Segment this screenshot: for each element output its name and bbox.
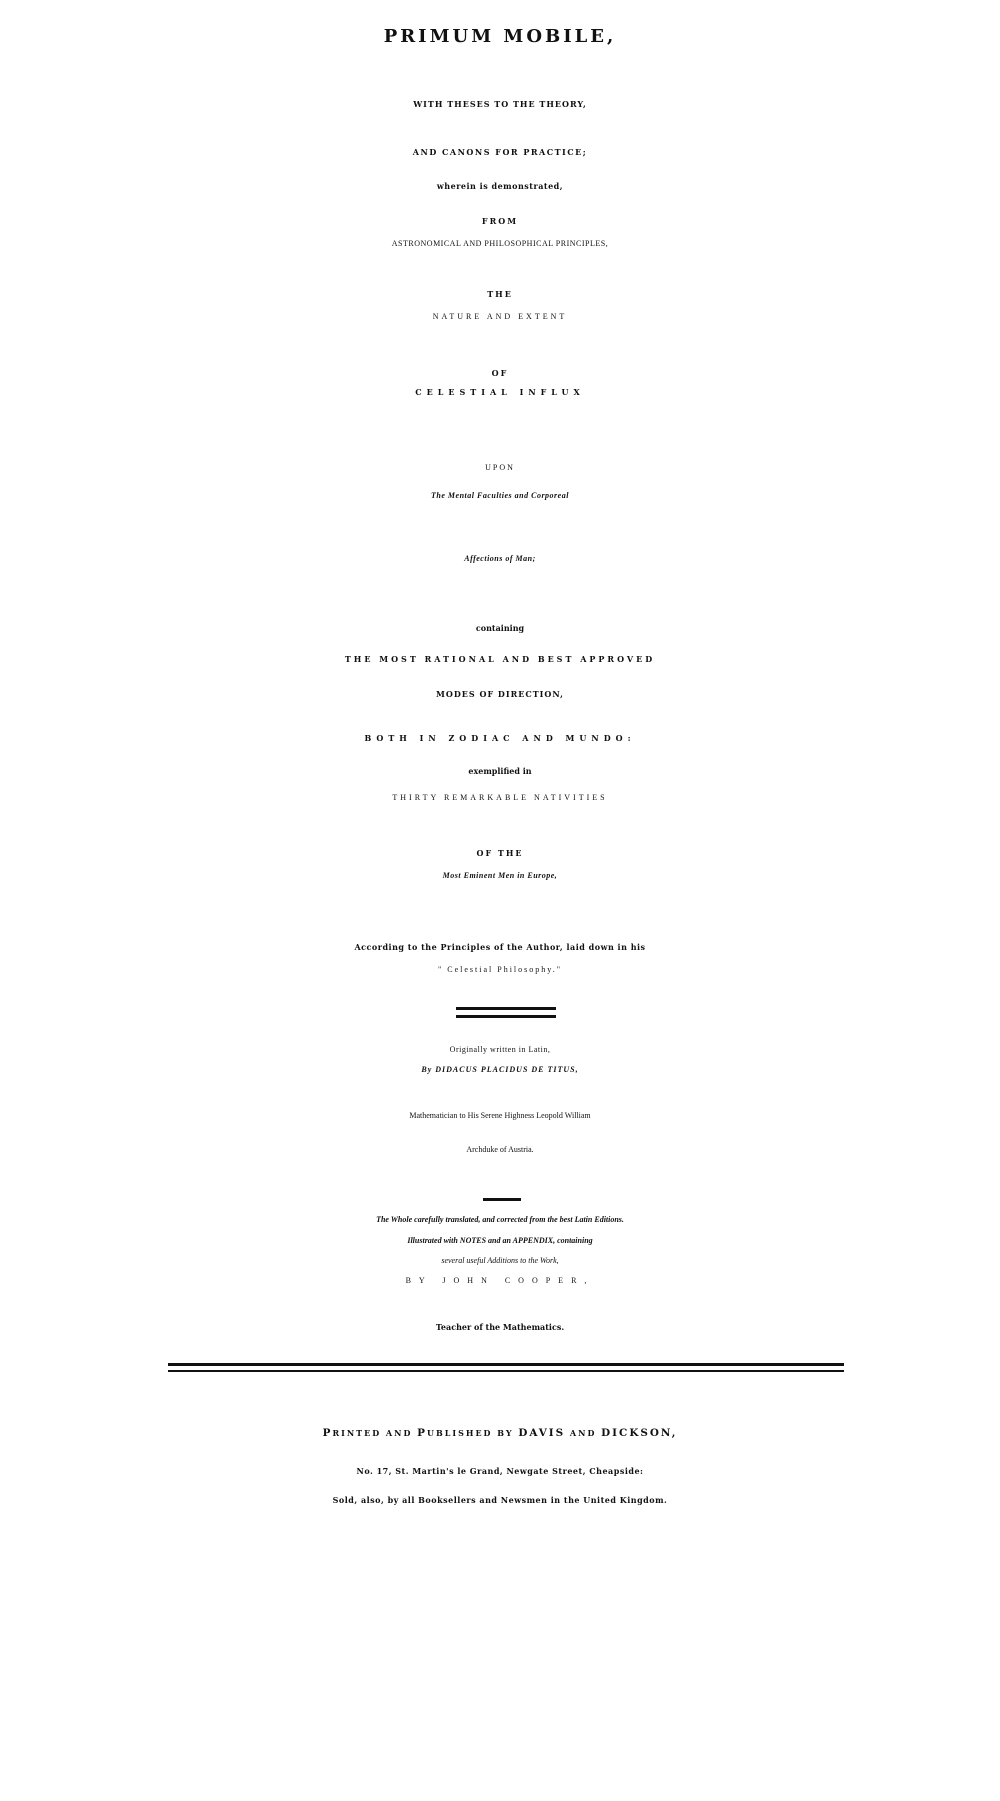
line-principles: ASTRONOMICAL AND PHILOSOPHICAL PRINCIPLES,: [391, 239, 609, 248]
line-celestial-philosophy: " Celestial Philosophy.": [437, 965, 562, 974]
imprint-printed-rest: RINTED AND: [332, 1428, 418, 1438]
line-upon: UPON: [485, 463, 515, 472]
divider-rule-bottom: [168, 1370, 844, 1372]
line-containing: containing: [475, 623, 525, 633]
line-mathematician: Mathematician to His Serene Highness Leopold William: [409, 1111, 591, 1120]
line-celestial-influx: CELESTIAL INFLUX: [415, 387, 585, 397]
line-wherein: wherein is demonstrated,: [436, 181, 564, 191]
line-of: OF: [491, 368, 509, 378]
subtitle-canons: AND CANONS FOR PRACTICE;: [412, 147, 588, 157]
line-additions: several useful Additions to the Work,: [441, 1256, 559, 1265]
line-from: FROM: [481, 216, 519, 226]
line-by-john-cooper: BY JOHN COOPER,: [405, 1276, 595, 1285]
line-most-rational: THE MOST RATIONAL AND BEST APPROVED: [344, 654, 656, 664]
subtitle-theses: WITH THESES TO THE THEORY,: [413, 99, 587, 109]
line-archduke: Archduke of Austria.: [466, 1145, 534, 1154]
line-according: According to the Principles of the Author, laid down in his: [354, 942, 646, 952]
line-by-didacus: By DIDACUS PLACIDUS DE TITUS,: [421, 1065, 579, 1074]
line-of-the: OF THE: [476, 848, 524, 858]
line-nature-extent: NATURE AND EXTENT: [432, 312, 568, 321]
line-illustrated: Illustrated with NOTES and an APPENDIX, containing: [407, 1236, 593, 1245]
imprint-sold: Sold, also, by all Booksellers and Newsmen in the United Kingdom.: [332, 1495, 668, 1505]
line-affections: Affections of Man;: [464, 554, 536, 563]
line-eminent-men: Most Eminent Men in Europe,: [442, 871, 558, 880]
short-rule: [483, 1198, 521, 1201]
divider-rule-top: [168, 1363, 844, 1366]
line-zodiac-mundo: BOTH IN ZODIAC AND MUNDO:: [364, 733, 636, 743]
line-mental-faculties: The Mental Faculties and Corporeal: [431, 491, 569, 500]
ornament-rule-bottom: [456, 1015, 556, 1018]
ornament-rule-top: [456, 1007, 556, 1010]
line-exemplified: exemplified in: [468, 766, 532, 776]
imprint-published-initial: P: [417, 1427, 427, 1439]
imprint-printed-initial: P: [322, 1427, 333, 1439]
imprint-published-rest: UBLISHED BY: [427, 1428, 519, 1438]
line-teacher: Teacher of the Mathematics.: [435, 1322, 565, 1332]
main-title: PRIMUM MOBILE,: [383, 26, 617, 47]
line-whole-translated: The Whole carefully translated, and corrected from the best Latin Editions.: [376, 1215, 624, 1224]
line-the: THE: [487, 289, 513, 299]
line-thirty-nativities: THIRTY REMARKABLE NATIVITIES: [392, 793, 608, 802]
imprint-davis: DAVIS: [518, 1427, 566, 1439]
imprint-dickson: DICKSON,: [601, 1427, 678, 1439]
imprint-publisher: [0, 1428, 1000, 1438]
line-originally: Originally written in Latin,: [449, 1045, 551, 1054]
line-modes-of-direction: MODES OF DIRECTION,: [436, 689, 564, 699]
imprint-address: No. 17, St. Martin's le Grand, Newgate Street, Cheapside:: [356, 1466, 644, 1476]
imprint-and: AND: [565, 1428, 602, 1438]
